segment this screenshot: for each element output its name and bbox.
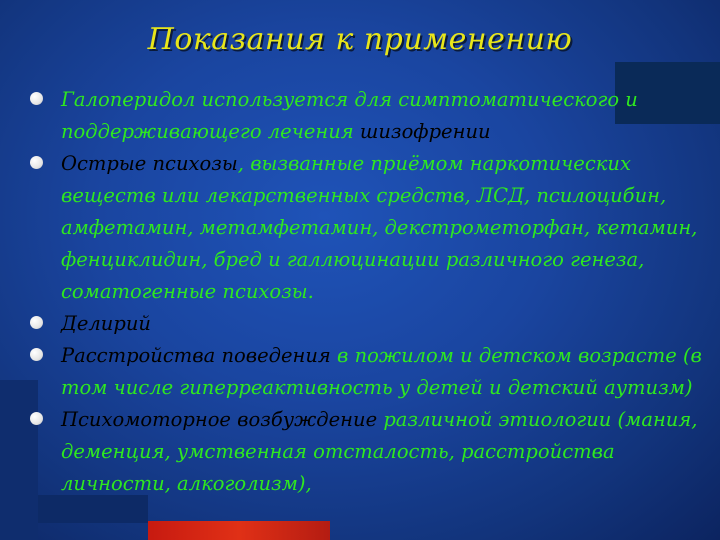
bullet-icon (30, 412, 43, 425)
list-item (28, 404, 708, 500)
list-item (28, 308, 708, 340)
item-highlight: Психомоторное возбуждение (61, 408, 378, 431)
bullet-icon (30, 316, 43, 329)
list-item-text (61, 404, 708, 500)
bullet-icon (30, 156, 43, 169)
item-text-part: Галоперидол используется для симптоматического и поддерживающего лечения (61, 88, 638, 143)
item-text-part: в пожилом и детском возрасте (в том числе гиперреактивность у детей и детский аутизм) (61, 344, 702, 399)
list-item-text (61, 84, 708, 148)
list-item-text (61, 148, 708, 308)
item-highlight: Острые психозы (61, 152, 238, 175)
bullet-icon (30, 92, 43, 105)
list-item (28, 340, 708, 404)
bullet-icon (30, 348, 43, 361)
item-text-part: различной этиологии (мания, деменция, умственная отсталость, расстройства личности, алкоголизм), (61, 408, 698, 495)
slide-title: Показания к применению (147, 22, 573, 57)
list-item (28, 84, 708, 148)
item-highlight: Расстройства поведения (61, 344, 331, 367)
item-text-part: , вызванные приёмом наркотических веществ или лекарственных средств, ЛСД, псилоцибин, амфетамин, метамфетамин, декстрометорфан, кетамин, фенциклидин, бред и галлюцинации различного генеза, соматогенные психозы. (61, 152, 698, 303)
item-highlight: шизофрении (359, 120, 491, 143)
decor-bar-red (148, 521, 330, 540)
indications-list (28, 84, 708, 500)
list-item-text (61, 340, 708, 404)
list-item-text (61, 308, 708, 340)
list-item (28, 148, 708, 308)
item-highlight: Делирий (61, 312, 151, 335)
